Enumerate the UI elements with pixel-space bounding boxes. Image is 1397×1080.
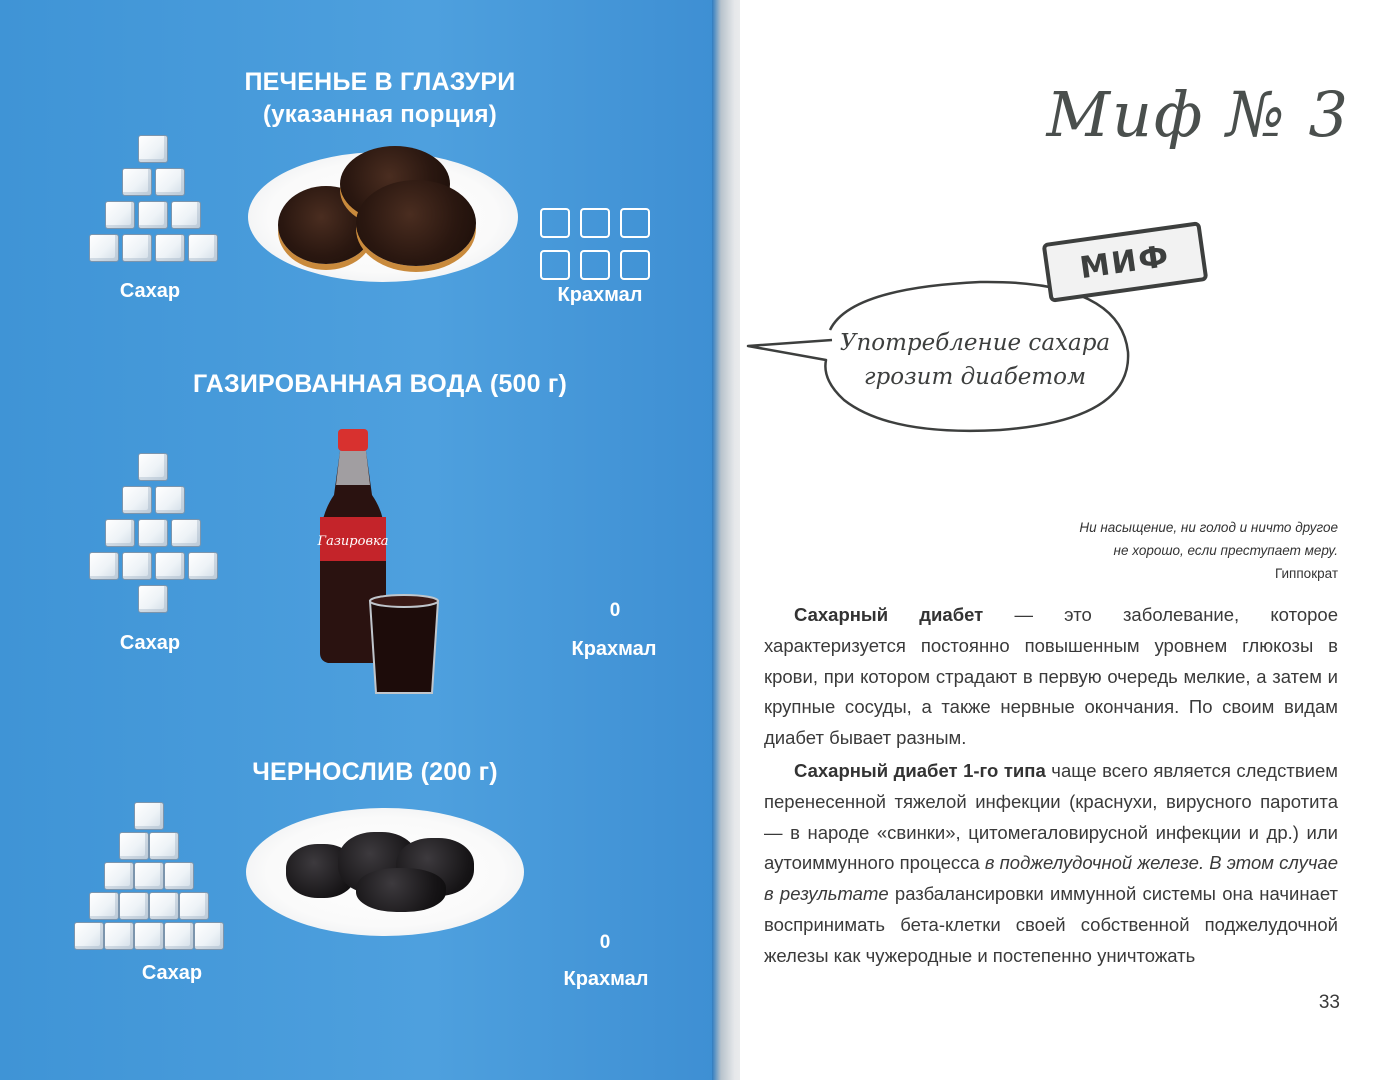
starch-cube-icon xyxy=(620,208,650,238)
sugar-cube-icon xyxy=(155,234,185,262)
prune-plate-image xyxy=(246,808,524,936)
paragraph-text: чаще всего является следствием перенесенной тяжелой инфекции (краснухи, вирусного паротита — в народе «свинки», цитомегаловирусной инфекции и др.) или аутоиммунного процесса xyxy=(764,759,1338,874)
epigraph xyxy=(890,516,1338,562)
paragraph-text: — это заболевание, которое характеризуется постоянно повышенным уровнем глюкозы в крови, при котором страдают в первую очередь мелкие, а затем и крупные сосуды, а также нервные окончания. По своим видам диабет бывает разным. xyxy=(764,604,1338,749)
section-title-line1: ЧЕРНОСЛИВ (200 г) xyxy=(252,758,498,786)
paragraph-italic: в поджелудочной железе. В этом случае в результате xyxy=(764,852,1338,905)
sugar-cube-icon xyxy=(105,519,135,547)
starch-cube-icon xyxy=(580,250,610,280)
sugar-cube-icon xyxy=(164,922,194,950)
sugar-cube-icon xyxy=(89,892,119,920)
sugar-cube-icon xyxy=(179,892,209,920)
cookie-plate-image xyxy=(248,152,518,282)
sugar-cube-icon xyxy=(122,486,152,514)
section-title-cookies xyxy=(180,68,580,129)
sugar-cube-icon xyxy=(164,862,194,890)
starch-cube-icon xyxy=(540,250,570,280)
sugar-cube-icon xyxy=(138,135,168,163)
sugar-cube-icon xyxy=(122,168,152,196)
starch-value: 0 xyxy=(609,600,621,621)
sugar-cube-icon xyxy=(122,552,152,580)
sugar-cube-icon xyxy=(134,802,164,830)
starch-cube-icon xyxy=(580,208,610,238)
page-title: Миф № 3 xyxy=(1046,78,1350,151)
sugar-cube-icon xyxy=(155,486,185,514)
sugar-cube-icon xyxy=(155,168,185,196)
cookie-image xyxy=(356,180,476,266)
starch-label: Крахмал xyxy=(557,284,643,306)
sugar-cube-icon xyxy=(138,453,168,481)
section-title-line2: (указанная порция) xyxy=(263,101,497,128)
sugar-cube-icon xyxy=(104,862,134,890)
soda-bottle-image xyxy=(310,425,470,705)
sugar-cube-icon xyxy=(138,585,168,613)
starch-label: Крахмал xyxy=(571,638,657,660)
sugar-cube-pyramid xyxy=(62,488,247,618)
body-text xyxy=(764,600,1338,972)
epigraph-line2: не хорошо, если преступает меру. xyxy=(1113,543,1338,558)
right-page xyxy=(740,0,1397,1080)
myth-stamp xyxy=(1042,221,1209,303)
epigraph-line1: Ни насыщение, ни голод и ничто другое xyxy=(1079,520,1338,535)
paragraph-text: разбалансировки иммунной системы она начинает воспринимать бета-клетки своей собственной поджелудочной железы как чужеродные и постепенно уничтожать xyxy=(764,883,1338,966)
sugar-cube-icon xyxy=(171,201,201,229)
starch-cube-group xyxy=(530,208,670,278)
sugar-label: Сахар xyxy=(119,280,181,302)
section-title-line1: ПЕЧЕНЬЕ В ГЛАЗУРИ xyxy=(244,68,516,96)
starch-cube-icon xyxy=(540,208,570,238)
sugar-cube-icon xyxy=(89,552,119,580)
term-bold: Сахарный диабет xyxy=(794,604,984,625)
bubble-line1: Употребление сахара xyxy=(839,330,1111,356)
sugar-cube-icon xyxy=(104,922,134,950)
sugar-cube-icon xyxy=(134,862,164,890)
sugar-cube-icon xyxy=(171,519,201,547)
page-number: 33 xyxy=(1318,992,1340,1013)
sugar-cube-icon xyxy=(119,892,149,920)
sugar-cube-icon xyxy=(138,201,168,229)
stamp-text: МИФ xyxy=(1077,238,1173,286)
sugar-cube-icon xyxy=(138,519,168,547)
bubble-line2: грозит диабетом xyxy=(863,364,1087,390)
sugar-cube-icon xyxy=(194,922,224,950)
sugar-cube-icon xyxy=(188,552,218,580)
sugar-cube-pyramid xyxy=(56,800,241,952)
sugar-cube-icon xyxy=(149,892,179,920)
sugar-cube-icon xyxy=(89,234,119,262)
term-bold: Сахарный диабет 1-го типа xyxy=(794,759,1046,781)
bottle-label: Газировка xyxy=(317,534,389,549)
epigraph-author: Гиппократ xyxy=(1274,566,1338,581)
prune-image xyxy=(356,868,446,912)
sugar-cube-icon xyxy=(134,922,164,950)
bubble-text xyxy=(810,326,1140,394)
sugar-cube-icon xyxy=(149,832,179,860)
sugar-cube-icon xyxy=(155,552,185,580)
starch-cube-icon xyxy=(620,250,650,280)
sugar-cube-icon xyxy=(119,832,149,860)
sugar-cube-icon xyxy=(74,922,104,950)
sugar-label: Сахар xyxy=(119,632,181,654)
section-title-prunes xyxy=(190,758,560,787)
sugar-label: Сахар xyxy=(141,962,203,984)
starch-label: Крахмал xyxy=(563,968,649,990)
sugar-cube-icon xyxy=(105,201,135,229)
section-title-line1: ГАЗИРОВАННАЯ ВОДА (500 г) xyxy=(192,370,568,398)
section-title-soda xyxy=(160,370,600,399)
sugar-cube-pyramid xyxy=(62,132,247,267)
paragraph xyxy=(764,600,1338,754)
starch-value: 0 xyxy=(599,932,611,953)
paragraph xyxy=(764,756,1338,972)
sugar-cube-icon xyxy=(122,234,152,262)
sugar-cube-icon xyxy=(188,234,218,262)
